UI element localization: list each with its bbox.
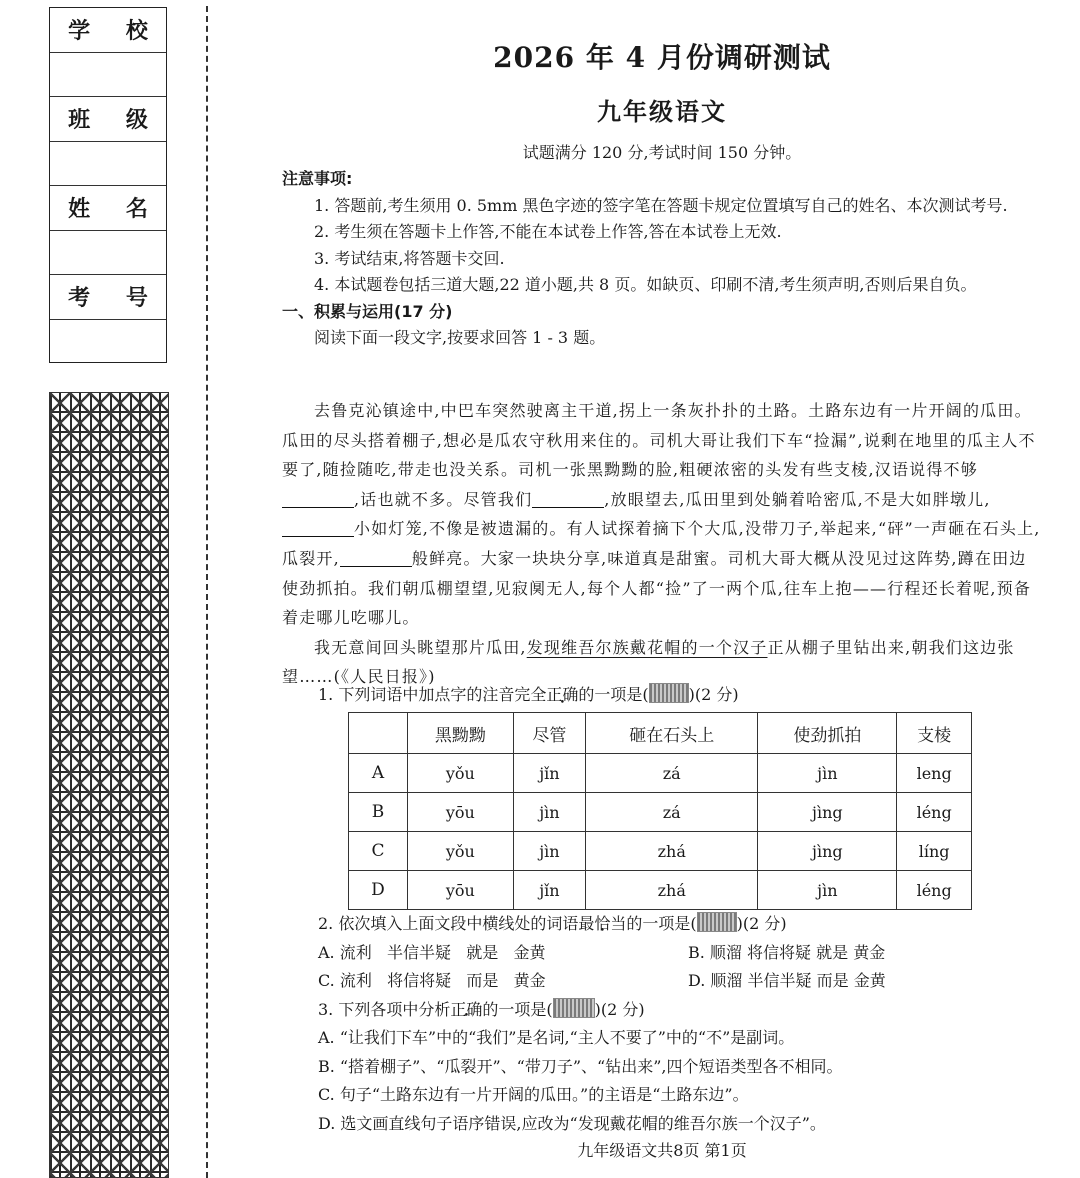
stem-text: 2. 依次填入上面文段中横线处的词语 xyxy=(318,914,579,933)
notice-item: 1. 答题前,考生须用 0. 5mm 黑色字迹的签字笔在答题卡规定位置填写自己的姓名、本次测试考号. xyxy=(314,195,1008,215)
option-c: C. 流利 将信将疑 而是 黄金 xyxy=(318,971,546,990)
option-d: D. 顺溜 半信半疑 而是 金黄 xyxy=(688,971,886,990)
reading-instruction: 阅读下面一段文字,按要求回答 1 - 3 题。 xyxy=(314,328,606,347)
school-field[interactable] xyxy=(50,53,166,98)
passage-text: 去鲁克沁镇途中,中巴车突然驶离主干道,拐上一条灰扑扑的土路。土路东边有一片开阔的瓜田。瓜田的尽头搭着棚子,想必是瓜农守秋用来住的。司机大哥让我们下车“捡漏”,说剩在地里的瓜主人不要了,随捡随吃,带走也没关系。司机一张黑黝黝的脸,粗硬浓密的头发有些支棱,汉语说得不够 xyxy=(282,401,1036,480)
student-info-box xyxy=(49,7,167,363)
table-header-row xyxy=(349,713,972,754)
table-row xyxy=(349,832,972,871)
table-row xyxy=(349,793,972,832)
class-field[interactable] xyxy=(50,142,166,187)
pinyin-table xyxy=(348,712,972,910)
name-label: 姓 名 xyxy=(50,186,166,231)
pinyin-cell: jìn xyxy=(758,871,897,910)
stem-text: )(2 分) xyxy=(594,999,645,1019)
passage-text: 正从棚子里钻出来,朝我们这边张望……(《人民日报》) xyxy=(282,637,1015,687)
table-row xyxy=(349,754,972,793)
notice-item: 3. 考试结束,将答题卡交回. xyxy=(314,248,505,268)
notice-item: 4. 本试题卷包括三道大题,22 道小题,共 8 页。如缺页、印刷不清,考生须声明,否则后果自负。 xyxy=(314,275,977,294)
stem-text: )(2 分) xyxy=(736,914,787,933)
pinyin-cell: yōu xyxy=(408,871,514,910)
stem-text: 3. 下列各项中分析 xyxy=(318,999,451,1019)
exam-number-field[interactable] xyxy=(50,320,166,365)
question-2-stem xyxy=(282,910,1042,939)
stem-text: 的一项是( xyxy=(626,914,697,933)
table-header: 砸在石头上 xyxy=(586,713,758,754)
emphasis-dotted: 最恰当 xyxy=(578,914,627,933)
question-1-stem xyxy=(282,682,1042,709)
pinyin-cell: zhá xyxy=(586,871,758,910)
stem-text: 1. 下列词语中加点字的注音完全 xyxy=(318,685,547,704)
emphasis-dotted: 正确 xyxy=(450,999,483,1019)
pinyin-cell: zhá xyxy=(586,832,758,871)
answer-redacted-box xyxy=(649,683,689,703)
notice-block xyxy=(282,166,1042,352)
passage-text: 小如灯笼,不像是被遗漏的。有人试探着摘下个大瓜,没带刀子,举起来,“砰”一声砸在石头上,瓜裂开, xyxy=(282,519,1041,568)
question-3-stem xyxy=(282,996,1042,1025)
page-footer: 九年级语文共8页 第1页 xyxy=(577,1141,747,1160)
pinyin-cell: jìn xyxy=(513,832,585,871)
answer-redacted-box xyxy=(697,912,737,932)
option-label: C xyxy=(349,832,408,871)
option-b: B. 顺溜 将信将疑 就是 黄金 xyxy=(688,942,886,962)
table-header: 使劲抓拍 xyxy=(758,713,897,754)
anti-copy-pattern xyxy=(49,392,169,1178)
exam-subject: 九年级语文 xyxy=(597,98,727,126)
section-heading: 一、积累与运用(17 分) xyxy=(282,301,453,321)
pinyin-cell: yǒu xyxy=(408,754,514,793)
passage-text: ,放眼望去,瓜田里到处躺着哈密瓜,不是大如胖墩儿, xyxy=(604,489,991,509)
exam-title: 2026 年 4 月份调研测试 xyxy=(493,41,831,74)
table-row xyxy=(349,871,972,910)
exam-meta: 试题满分 120 分,考试时间 150 分钟。 xyxy=(522,143,802,162)
school-label: 学 校 xyxy=(50,8,166,53)
fill-blank-4 xyxy=(340,550,412,567)
fill-blank-1 xyxy=(282,491,354,508)
pinyin-cell: yōu xyxy=(408,793,514,832)
pinyin-cell: léng xyxy=(897,871,972,910)
option-a: A. 流利 半信半疑 就是 金黄 xyxy=(318,942,546,962)
fill-blank-3 xyxy=(282,520,354,537)
table-header: 尽管 xyxy=(513,713,585,754)
pinyin-cell: leng xyxy=(897,754,972,793)
option-label: B xyxy=(349,793,408,832)
option-c: C. 句子“土路东边有一片开阔的瓜田。”的主语是“土路东边”。 xyxy=(318,1085,749,1104)
table-header: 支棱 xyxy=(897,713,972,754)
class-label: 班 级 xyxy=(50,97,166,142)
exam-number-label: 考 号 xyxy=(50,275,166,320)
emphasis-dotted: 正确 xyxy=(546,685,579,704)
fill-blank-2 xyxy=(532,491,604,508)
pinyin-cell: zá xyxy=(586,793,758,832)
passage-text: ,话也就不多。尽管我们 xyxy=(354,489,533,509)
table-header xyxy=(349,713,408,754)
pinyin-cell: zá xyxy=(586,754,758,793)
notice-heading: 注意事项: xyxy=(282,169,353,188)
pinyin-cell: léng xyxy=(897,793,972,832)
pinyin-cell: jìng xyxy=(758,793,897,832)
stem-text: 的一项是( xyxy=(482,999,553,1019)
name-field[interactable] xyxy=(50,231,166,276)
option-a: A. “让我们下车”中的“我们”是名词,“主人不要了”中的“不”是副词。 xyxy=(318,1028,795,1047)
passage-text: 我无意间回头眺望那片瓜田, xyxy=(314,637,527,657)
option-label: D xyxy=(349,871,408,910)
question-2-options xyxy=(282,939,1042,996)
stem-text: )(2 分) xyxy=(688,685,739,704)
pinyin-cell: jìn xyxy=(513,793,585,832)
question-1 xyxy=(282,682,1042,709)
passage-text: 般鲜亮。大家一块块分享,味道真是甜蜜。司机大哥大概从没见过这阵势,蹲在田边使劲抓拍。我们朝瓜棚望望,见寂阒无人,每个人都“捡”了一两个瓜,往车上抱——行程还长着呢,预备着走哪儿吃哪儿。 xyxy=(282,548,1032,628)
question-2 xyxy=(282,910,1042,1138)
seal-dashed-line xyxy=(206,6,208,1178)
pinyin-cell: jǐn xyxy=(513,754,585,793)
pinyin-cell: jìn xyxy=(758,754,897,793)
option-d: D. 选文画直线句子语序错误,应改为“发现戴花帽的维吾尔族一个汉子”。 xyxy=(318,1113,826,1133)
pinyin-cell: jǐn xyxy=(513,871,585,910)
passage-paragraph-1 xyxy=(282,396,1042,633)
stem-text: 的一项是( xyxy=(578,685,649,704)
reading-passage xyxy=(282,396,1042,692)
answer-redacted-box xyxy=(553,998,595,1018)
notice-item: 2. 考生须在答题卡上作答,不能在本试卷上作答,答在本试卷上无效. xyxy=(314,222,782,241)
pinyin-cell: jìng xyxy=(758,832,897,871)
table-header: 黑黝黝 xyxy=(408,713,514,754)
pinyin-cell: yǒu xyxy=(408,832,514,871)
underlined-sentence: 发现维吾尔族戴花帽的一个汉子 xyxy=(526,637,768,657)
option-b: B. “搭着棚子”、“瓜裂开”、“带刀子”、“钻出来”,四个短语类型各不相同。 xyxy=(318,1056,843,1076)
option-label: A xyxy=(349,754,408,793)
pinyin-cell: líng xyxy=(897,832,972,871)
